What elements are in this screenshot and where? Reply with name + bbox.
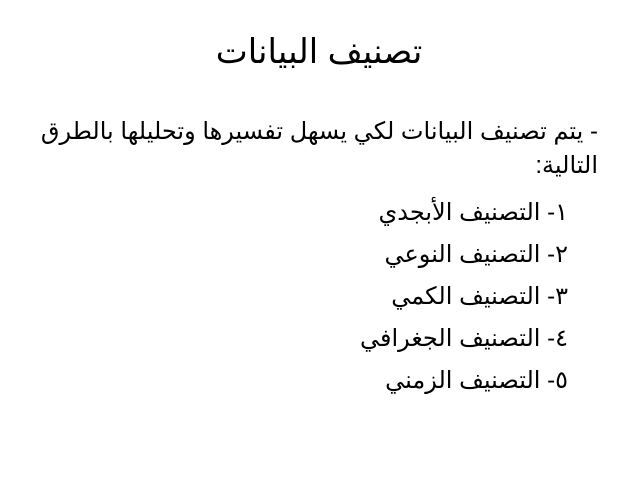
list-item: ٤- التصنيف الجغرافي [359,325,568,352]
list-item: ١- التصنيف الأبجدي [378,199,568,226]
list-item: ٢- التصنيف النوعي [384,241,568,268]
list-item: ٣- التصنيف الكمي [391,283,568,310]
classification-list [360,195,568,405]
list-item: ٥- التصنيف الزمني [385,367,568,394]
intro-paragraph: - يتم تصنيف البيانات لكي يسهل تفسيرها وتحليلها بالطرق التالية: [40,118,598,179]
slide-title: تصنيف البيانات [215,33,423,71]
